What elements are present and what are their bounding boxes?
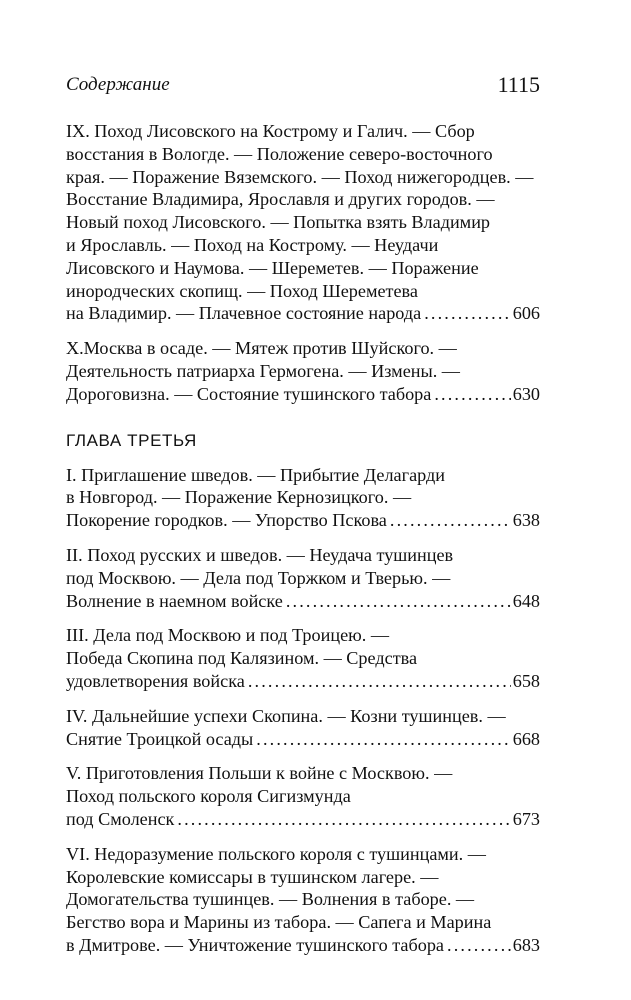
- toc-entry-last-line: [66, 934, 540, 957]
- toc-entry-line: X.Москва в осаде. — Мятеж против Шуйского. —: [66, 338, 457, 359]
- toc-entry-line: VI. Недоразумение польского короля с тушинцами. —: [66, 843, 486, 864]
- toc-entry[interactable]: [66, 843, 540, 957]
- toc-entry-page: 606: [512, 303, 540, 324]
- dot-leader: [283, 590, 511, 613]
- toc-entry-line: Деятельность патриарха Гермогена. — Измены. —: [66, 360, 460, 381]
- dot-leader: [431, 383, 510, 406]
- toc-entry-line: Дороговизна. — Состояние тушинского табора: [66, 383, 432, 404]
- toc-entry-line: II. Поход русских и шведов. — Неудача тушинцев: [66, 544, 454, 565]
- toc-entry-line: Снятие Троицкой осады: [66, 728, 254, 749]
- dot-leader: [444, 934, 511, 957]
- chapter-heading: ГЛАВА ТРЕТЬЯ: [66, 430, 197, 450]
- toc-entry-line: удовлетворения войска: [66, 670, 245, 691]
- toc-entry-line: Домогательства тушинцев. — Волнения в таборе. —: [66, 889, 475, 910]
- toc-entry-line: Королевские комиссары в тушинском лагере. —: [66, 866, 439, 887]
- toc-entry-line: восстания в Вологде. — Положение северо-восточного: [66, 143, 493, 164]
- toc-entry-line: III. Дела под Москвою и под Троицею. —: [66, 625, 390, 646]
- toc-entry-line: Покорение городков. — Упорство Пскова: [66, 510, 387, 531]
- dot-leader: [421, 302, 511, 325]
- toc-entry-line: под Смоленск: [66, 808, 175, 829]
- toc-entry-page: 658: [512, 670, 540, 691]
- toc-entry-last-line: [66, 728, 540, 751]
- toc-entry-last-line: [66, 302, 540, 325]
- toc-entry-last-line: [66, 383, 540, 406]
- toc-entry[interactable]: [66, 337, 540, 405]
- toc-entry[interactable]: [66, 624, 540, 692]
- toc-entry-line: Лисовского и Наумова. — Шереметев. — Поражение: [66, 257, 479, 278]
- toc-entry-line: в Дмитрове. — Уничтожение тушинского табора: [66, 934, 445, 955]
- toc-entry-line: и Ярославль. — Поход на Кострому. — Неудачи: [66, 234, 439, 255]
- toc-entry[interactable]: [66, 762, 540, 830]
- page-number: 1115: [497, 72, 540, 97]
- toc-entry-line: Восстание Владимира, Ярославля и других городов. —: [66, 189, 495, 210]
- toc-entry-line: на Владимир. — Плачевное состояние народа: [66, 303, 422, 324]
- toc-entry-line: IX. Поход Лисовского на Кострому и Галич. — Сбор: [66, 121, 475, 141]
- table-of-contents: [66, 120, 540, 969]
- toc-entry-line: Бегство вора и Марины из табора. — Сапега и Марина: [66, 912, 492, 933]
- toc-entry-page: 648: [512, 590, 540, 611]
- toc-entry-line: под Москвою. — Дела под Торжком и Тверью. —: [66, 567, 451, 588]
- dot-leader: [253, 728, 510, 751]
- toc-entry-line: IV. Дальнейшие успехи Скопина. — Козни тушинцев. —: [66, 705, 506, 726]
- toc-entry-page: 683: [512, 934, 540, 955]
- toc-entry-page: 630: [512, 383, 540, 404]
- dot-leader: [387, 509, 511, 532]
- toc-entry[interactable]: [66, 464, 540, 532]
- toc-entry-line: края. — Поражение Вяземского. — Поход нижегородцев. —: [66, 166, 534, 187]
- toc-entry-line: инородческих скопищ. — Поход Шереметева: [66, 280, 418, 301]
- toc-entry-last-line: [66, 808, 540, 831]
- toc-entry-last-line: [66, 590, 540, 613]
- toc-entry[interactable]: [66, 544, 540, 612]
- dot-leader: [174, 808, 510, 831]
- toc-entry-line: Поход польского короля Сигизмунда: [66, 786, 351, 807]
- toc-entry-page: 673: [512, 808, 540, 829]
- toc-entry-page: 668: [512, 728, 540, 749]
- toc-entry-page: 638: [512, 510, 540, 531]
- toc-entry-line: V. Приготовления Польши к войне с Москвою. —: [66, 763, 453, 784]
- toc-entry-line: I. Приглашение шведов. — Прибытие Делагарди: [66, 464, 445, 485]
- toc-entry[interactable]: [66, 120, 540, 325]
- toc-entry-line: Волнение в наемном войске: [66, 590, 283, 611]
- toc-entry-line: Новый поход Лисовского. — Попытка взять Владимир: [66, 212, 491, 233]
- running-header: [66, 72, 540, 102]
- dot-leader: [245, 670, 511, 693]
- toc-entry-line: Победа Скопина под Калязином. — Средства: [66, 648, 418, 669]
- toc-entry[interactable]: [66, 705, 540, 751]
- running-header-title: Содержание: [66, 74, 170, 95]
- toc-entry-last-line: [66, 509, 540, 532]
- toc-entry-line: в Новгород. — Поражение Кернозицкого. —: [66, 487, 412, 508]
- toc-entry-last-line: [66, 670, 540, 693]
